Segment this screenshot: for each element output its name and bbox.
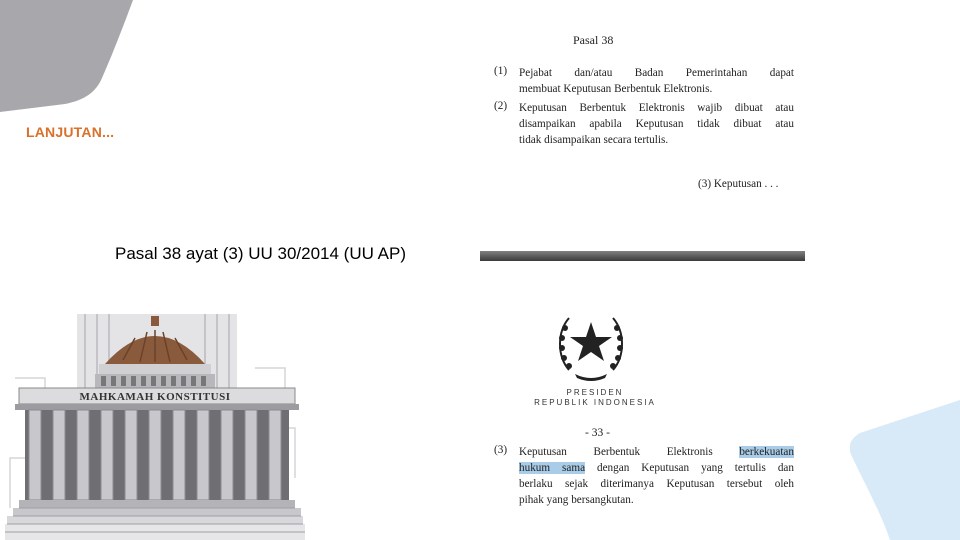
- page-number: - 33 -: [585, 427, 610, 439]
- header-line: PRESIDEN: [566, 388, 624, 397]
- caption: Pasal 38 ayat (3) UU 30/2014 (UU AP): [115, 244, 407, 263]
- article-item-1: [494, 65, 794, 97]
- header-line: REPUBLIK INDONESIA: [534, 398, 656, 407]
- line-text: Keputusan Berbentuk Elektronis: [519, 446, 740, 458]
- item-line: membuat Keputusan Berbentuk Elektronis.: [519, 83, 713, 95]
- presiden-header: [520, 388, 670, 408]
- item-line: berlaku sejak diterimanya Keputusan tersebut oleh: [519, 478, 794, 490]
- corner-decoration: [0, 0, 140, 115]
- highlighted-text: hukum sama: [519, 462, 586, 474]
- item-line: Pejabat dan/atau Badan Pemerintahan dapat: [519, 67, 794, 79]
- item-line: Keputusan Berbentuk Elektronis wajib dibuat atau: [519, 102, 794, 114]
- article-item-3: [494, 444, 794, 508]
- line-text: dengan Keputusan yang tertulis dan: [585, 462, 794, 474]
- next-page-reference: (3) Keputusan . . .: [698, 178, 779, 190]
- item-number: (3): [494, 444, 508, 456]
- pasal-title: Pasal 38: [573, 33, 614, 47]
- item-line: disampaikan apabila Keputusan tidak dibuat atau: [519, 118, 794, 130]
- garuda-emblem-icon: [555, 308, 627, 384]
- item-number: (2): [494, 100, 508, 112]
- item-line: pihak yang bersangkutan.: [519, 494, 634, 506]
- article-item-2: [494, 100, 794, 148]
- item-line: tidak disampaikan secara tertulis.: [519, 134, 669, 146]
- divider-bar: [480, 251, 805, 261]
- item-line: [519, 444, 794, 460]
- item-number: (1): [494, 65, 508, 77]
- court-building-illustration: [5, 308, 305, 540]
- corner-decoration-blue: [850, 400, 960, 540]
- building-sign-text: MAHKAMAH KONSTITUSI: [79, 391, 231, 403]
- slide-label: LANJUTAN...: [26, 124, 115, 140]
- item-line: [519, 460, 794, 476]
- highlighted-text: berkekuatan: [739, 446, 794, 458]
